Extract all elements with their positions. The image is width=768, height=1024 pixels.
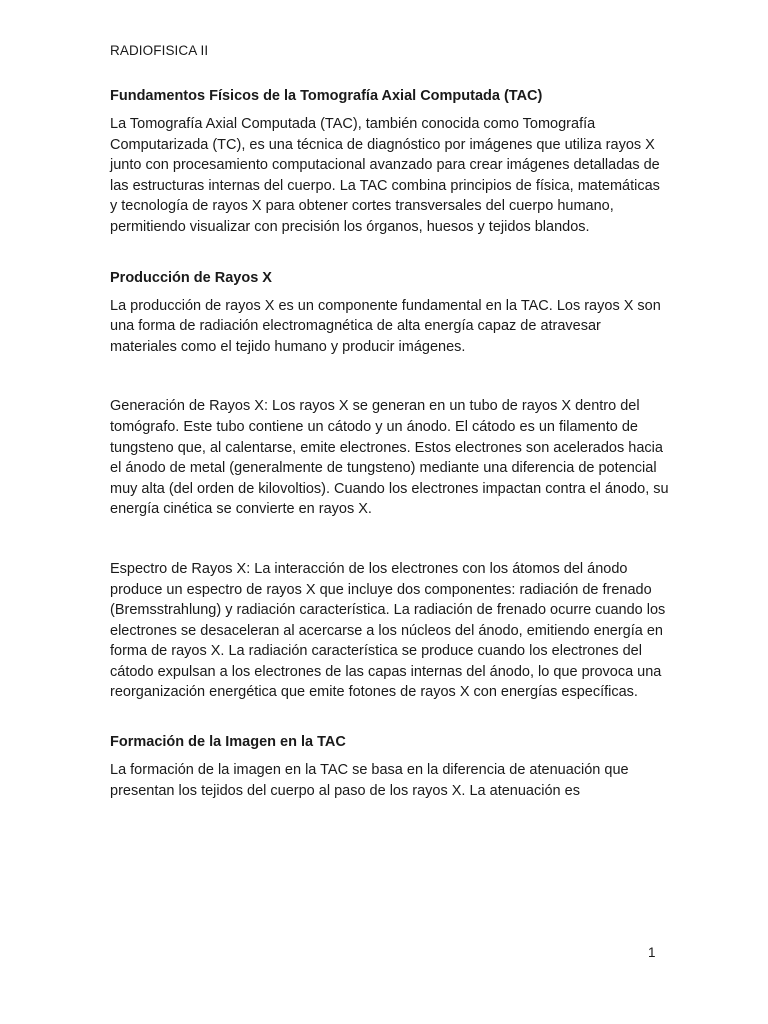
page-content	[110, 86, 670, 801]
paragraph-tac-intro: La Tomografía Axial Computada (TAC), también conocida como Tomografía Computarizada (TC), es una técnica de diagnóstico por imágenes que utiliza rayos X junto con procesamiento computacional avanzado para crear imágenes detalladas de las estructuras internas del cuerpo. La TAC combina principios de física, matemáticas y tecnología de rayos X para obtener cortes transversales del cuerpo humano, permitiendo visualizar con precisión los órganos, huesos y tejidos blandos.	[110, 116, 660, 235]
paragraph-image-formation: La formación de la imagen en la TAC se basa en la diferencia de atenuación que presentan los tejidos del cuerpo al paso de los rayos X. La atenuación es	[110, 762, 629, 799]
section-heading-tac-fundamentals: Fundamentos Físicos de la Tomografía Axial Computada (TAC)	[110, 88, 543, 104]
paragraph-xray-generation: Generación de Rayos X: Los rayos X se generan en un tubo de rayos X dentro del tomógrafo. Este tubo contiene un cátodo y un ánodo. El cátodo es un filamento de tungsteno que, al calentarse, emite electrones. Estos electrones son acelerados hacia el ánodo de metal (generalmente de tungsteno) mediante una diferencia de potencial muy alta (del orden de kilovoltios). Cuando los electrones impactan contra el ánodo, su energía cinética se convierte en rayos X.	[110, 398, 669, 518]
paragraph-xray-spectrum: Espectro de Rayos X: La interacción de los electrones con los átomos del ánodo produce un espectro de rayos X que incluye dos componentes: radiación de frenado (Bremsstrahlung) y radiación característica. La radiación de frenado ocurre cuando los electrones se desaceleran al acercarse a los núcleos del ánodo, emitiendo energía en forma de rayos X. La radiación característica se produce cuando los electrones del cátodo expulsan a los electrones de las capas internas del ánodo, lo que provoca una reorganización energética que emite fotones de rayos X con energías específicas.	[110, 560, 666, 701]
section-heading-image-formation: Formación de la Imagen en la TAC	[110, 734, 346, 751]
section-heading-xray-production: Producción de Rayos X	[110, 269, 272, 286]
paragraph-xray-production: La producción de rayos X es un componente fundamental en la TAC. Los rayos X son una forma de radiación electromagnética de alta energía capaz de atravesar materiales como el tejido humano y producir imágenes.	[110, 297, 661, 355]
page-number: 1	[648, 945, 656, 960]
running-header: RADIOFISICA II	[110, 43, 209, 58]
